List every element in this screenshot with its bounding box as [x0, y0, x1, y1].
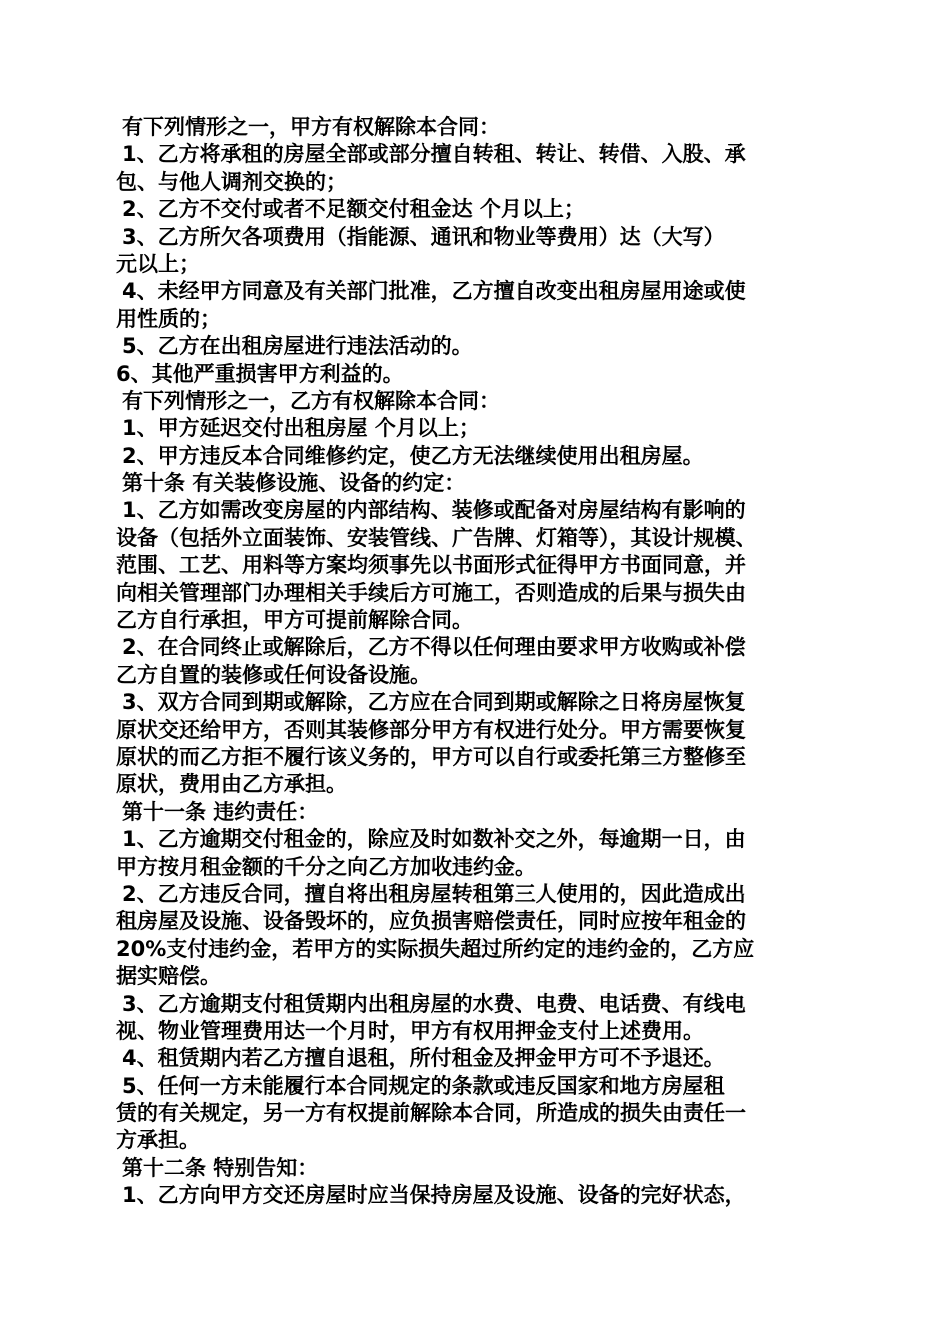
- text-line: 有下列情形之一，甲方有权解除本合同：: [122, 115, 500, 139]
- text-line: 5、乙方在出租房屋进行违法活动的。: [122, 334, 473, 359]
- text-line: 第十二条 特别告知：: [122, 1155, 319, 1180]
- text-line: 1、乙方逾期交付租金的，除应及时如数补交之外，每逾期一日，由: [122, 827, 746, 852]
- text-line: 20%支付违约金，若甲方的实际损失超过所约定的违约金的，乙方应: [116, 936, 755, 961]
- text-line: 第十条 有关装修设施、设备的约定：: [122, 471, 466, 496]
- text-line: 有下列情形之一，乙方有权解除本合同：: [122, 388, 500, 413]
- text-line: 3、乙方逾期支付租赁期内出租房屋的水费、电费、电话费、有线电: [122, 991, 746, 1016]
- text-line: 1、乙方将承租的房屋全部或部分擅自转租、转让、转借、入股、承: [122, 142, 746, 167]
- text-line: 1、乙方如需改变房屋的内部结构、装修或配备对房屋结构有影响的: [122, 498, 746, 523]
- text-line: 2、乙方违反合同，擅自将出租房屋转租第三人使用的，因此造成出: [122, 881, 746, 906]
- text-line: 原状，费用由乙方承担。: [116, 772, 347, 797]
- text-line: 租房屋及设施、设备毁坏的，应负损害赔偿责任，同时应按年租金的: [116, 909, 746, 934]
- text-line: 2、甲方违反本合同维修约定，使乙方无法继续使用出租房屋。: [122, 443, 704, 468]
- text-line: 3、双方合同到期或解除，乙方应在合同到期或解除之日将房屋恢复: [122, 690, 746, 715]
- contract-page-body: [116, 114, 846, 1210]
- text-line: 3、乙方所欠各项费用（指能源、通讯和物业等费用）达（大写）: [122, 224, 725, 249]
- text-line: 4、租赁期内若乙方擅自退租，所付租金及押金甲方可不予退还。: [122, 1046, 725, 1071]
- text-line: 赁的有关规定，另一方有权提前解除本合同，所造成的损失由责任一: [116, 1101, 746, 1126]
- text-line: 6、其他严重损害甲方利益的。: [116, 361, 404, 386]
- text-line: 5、任何一方未能履行本合同规定的条款或违反国家和地方房屋租: [122, 1073, 725, 1098]
- text-line: 据实赔偿。: [116, 964, 221, 989]
- text-line: 包、与他人调剂交换的；: [116, 169, 347, 194]
- text-line: 2、乙方不交付或者不足额交付租金达 个月以上；: [122, 197, 585, 222]
- text-line: 1、甲方延迟交付出租房屋 个月以上；: [122, 416, 480, 441]
- text-line: 元以上；: [116, 251, 200, 276]
- text-line: 原状交还给甲方，否则其装修部分甲方有权进行处分。甲方需要恢复: [116, 717, 746, 742]
- text-line: 1、乙方向甲方交还房屋时应当保持房屋及设施、设备的完好状态，: [122, 1183, 746, 1208]
- text-line: 原状的而乙方拒不履行该义务的，甲方可以自行或委托第三方整修至: [116, 744, 746, 769]
- text-line: 用性质的；: [116, 306, 221, 331]
- text-line: 向相关管理部门办理相关手续后方可施工，否则造成的后果与损失由: [116, 580, 746, 605]
- text-line: 乙方自置的装修或任何设备设施。: [116, 662, 431, 687]
- text-line: 2、在合同终止或解除后，乙方不得以任何理由要求甲方收购或补偿: [122, 635, 746, 660]
- text-line: 设备（包括外立面装饰、安装管线、广告牌、灯箱等），其设计规模、: [116, 525, 757, 550]
- text-line: 甲方按月租金额的千分之向乙方加收违约金。: [116, 854, 536, 879]
- text-line: 方承担。: [116, 1128, 200, 1153]
- text-line: 范围、工艺、用料等方案均须事先以书面形式征得甲方书面同意，并: [116, 553, 746, 578]
- text-line: 4、未经甲方同意及有关部门批准，乙方擅自改变出租房屋用途或使: [122, 279, 746, 304]
- text-line: 第十一条 违约责任：: [122, 799, 319, 824]
- text-line: 视、物业管理费用达一个月时，甲方有权用押金支付上述费用。: [116, 1018, 704, 1043]
- text-line: 乙方自行承担，甲方可提前解除合同。: [116, 608, 473, 633]
